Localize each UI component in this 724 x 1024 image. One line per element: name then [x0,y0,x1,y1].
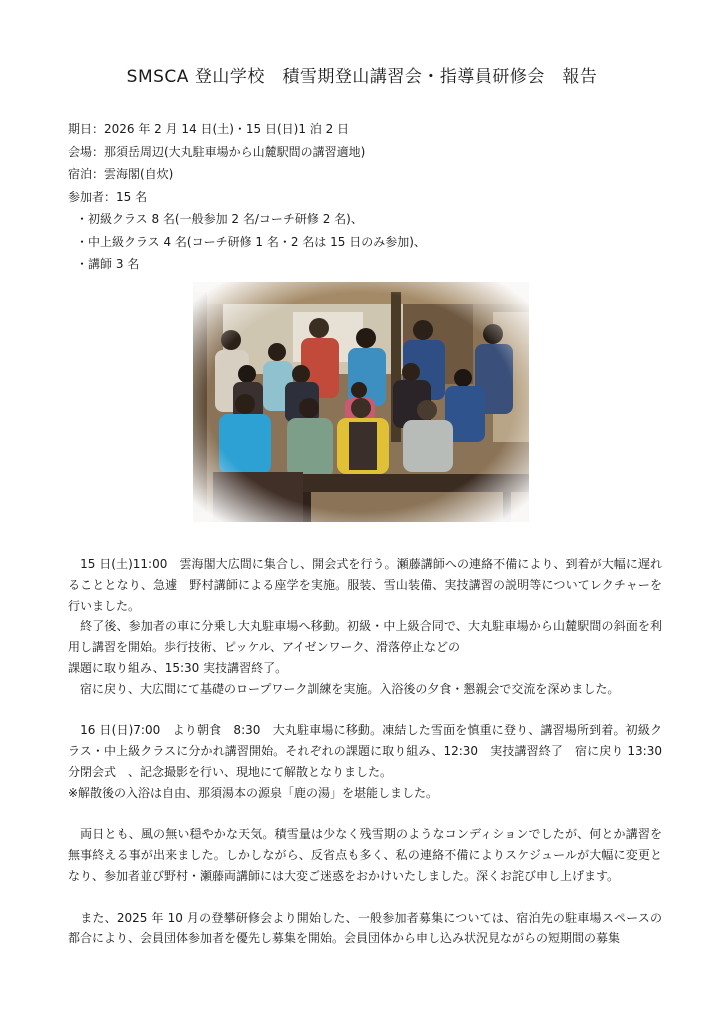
participant-class-advanced: ・中上級クラス 4 名(コーチ研修 1 名・2 名は 15 日のみ参加)、 [76,234,426,249]
event-lodging: 宿泊：雲海閣(自炊) [68,167,174,181]
participant-class-beginner: ・初級クラス 8 名(一般参加 2 名/コーチ研修 2 名)、 [76,212,363,226]
paragraph-reflection: 両日とも、風の無い穏やかな天気。積雪量は少なく残雪期のようなコンディションでしたが、何とか講習を無事終える事が出来ました。しかしながら、反省点も多く、私の連絡不備によりスケジュールが大幅に変更となり、参加者並び野村・瀬藤両講師には大変ご迷惑をおかけいたしました。深くお詫び申し上げます。 [68,827,662,883]
event-venue: 会場：那須岳周辺(大丸駐車場から山麓駅間の講習適地) [68,144,366,159]
paragraph-day2: 16 日(日)7:00 より朝食 8:30 大丸駐車場に移動。凍結した雪面を慎重に登り、講習場所到着。初級クラス・中上級クラスに分かれ講習開始。それぞれの課題に取り組み、12:30 実技講習終了 宿に戻り 13:30 分閉会式 、記念撮影を行い、現地にて解散となりました。 [68,723,662,779]
event-details [68,118,426,276]
paragraph-recruitment: また、2025 年 10 月の登攀研修会より開始した、一般参加者募集については、宿泊先の駐車場スペースの都合により、会員団体参加者を優先し募集を開始。会員団体から申し込み状況見ながらの短期間の募集 [68,910,662,946]
event-date: 期日：2026 年 2 月 14 日(土)・15 日(日)1 泊 2 日 [68,122,350,136]
event-participants: 参加者：15 名 [68,189,148,204]
group-photo [193,282,529,522]
paragraph-day1-training-end: 課題に取り組み、15:30 実技講習終了。 [68,660,288,675]
participant-instructors: ・講師 3 名 [76,257,140,271]
paragraph-day1-training: 終了後、参加者の車に分乗し大丸駐車場へ移動。初級・中上級合同で、大丸駐車場から山麓駅間の斜面を利用し講習を開始。歩行技術、ピッケル、アイゼンワーク、滑落停止などの [68,619,662,655]
paragraph-day2-note: ※解散後の入浴は自由、那須湯本の源泉「鹿の湯」を堪能しました。 [68,785,439,800]
page-title: SMSCA 登山学校 積雪期登山講習会・指導員研修会 報告 [126,67,598,87]
report-body [68,554,662,949]
paragraph-day1-evening: 宿に戻り、大広間にて基礎のロープワーク訓練を実施。入浴後の夕食・懇親会で交流を深めました。 [68,681,620,696]
paragraph-day1-opening: 15 日(土)11:00 雲海閣大広間に集合し、開会式を行う。瀬藤講師への連絡不備により、到着が大幅に遅れることとなり、急遽 野村講師による座学を実施。服装、雪山装備、実技講習の説明等についてレクチャーを行いました。 [68,557,662,613]
